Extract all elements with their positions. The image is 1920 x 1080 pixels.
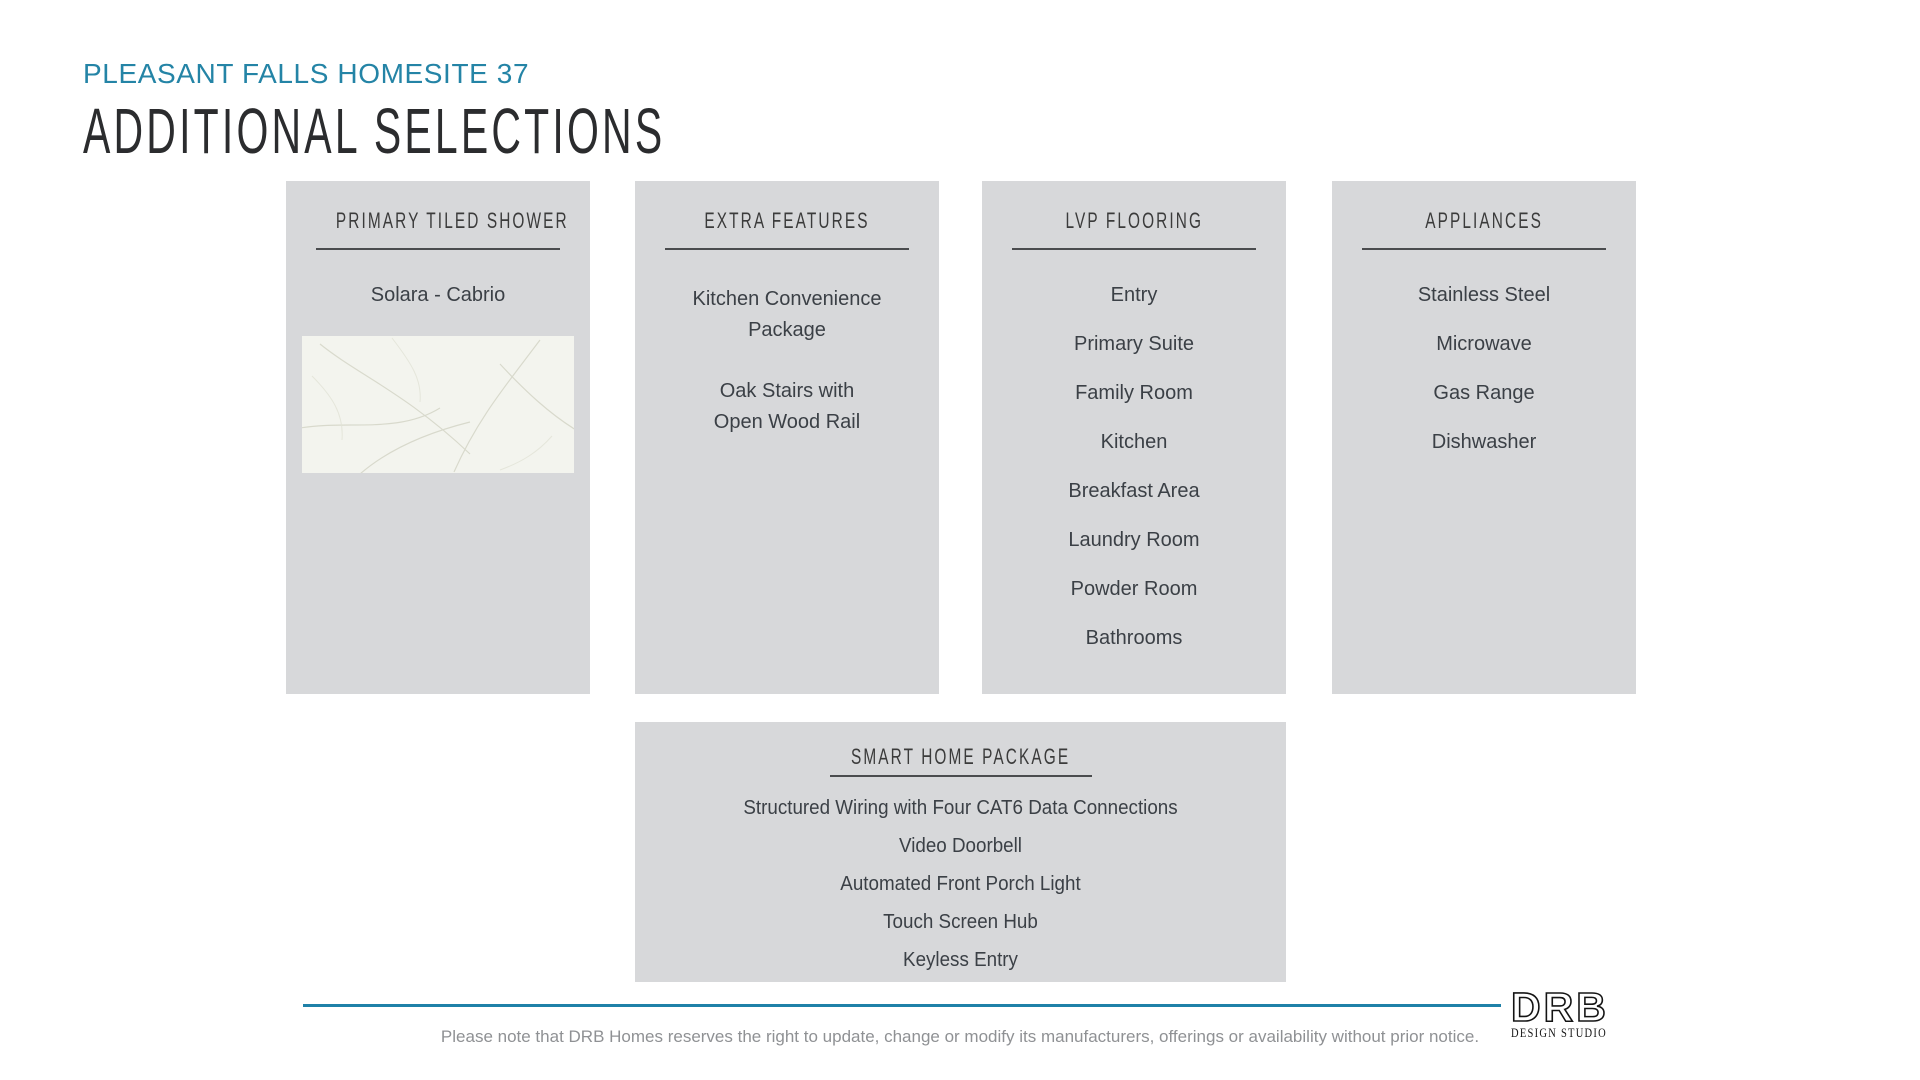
selection-item: Touch Screen Hub [883, 911, 1038, 933]
footer-divider-line [303, 1004, 1501, 1007]
drb-design-studio-logo [1511, 988, 1621, 1042]
card-title: EXTRA FEATURES [704, 208, 870, 233]
selection-item: Powder Room [1070, 578, 1198, 600]
card-title: LVP FLOORING [1065, 208, 1203, 233]
selection-item: Laundry Room [1068, 529, 1200, 551]
card-content [286, 250, 590, 473]
selection-item: Family Room [1075, 382, 1193, 404]
page-title [83, 92, 993, 170]
material-swatch-image [302, 336, 574, 473]
card-appliances [1332, 181, 1636, 694]
selection-item-line: Kitchen Convenience [692, 288, 882, 310]
selection-item: Primary Suite [1073, 333, 1195, 355]
card-extra-features [635, 181, 939, 694]
selection-item: Microwave [1436, 333, 1532, 355]
page-title-text: ADDITIONAL SELECTIONS [83, 95, 666, 167]
selection-item: Video Doorbell [899, 835, 1022, 857]
selection-item: Kitchen [1100, 431, 1168, 453]
card-header [982, 181, 1286, 234]
card-lvp-flooring [982, 181, 1286, 694]
selection-item: Bathrooms [1085, 627, 1183, 649]
selection-item: Keyless Entry [903, 949, 1018, 971]
card-title: SMART HOME PACKAGE [850, 744, 1071, 769]
selection-item: Automated Front Porch Light [840, 873, 1081, 895]
drb-logo-mark [1511, 988, 1611, 1024]
selection-item-line: Package [748, 319, 826, 341]
selection-item: Dishwasher [1431, 431, 1537, 453]
selection-item: Entry [1110, 284, 1158, 306]
card-header [635, 181, 939, 234]
footer-disclaimer: Please note that DRB Homes reserves the right to update, change or modify its manufacturers, offerings or availability without prior notice. [440, 1027, 1480, 1046]
selection-item-line: Open Wood Rail [713, 411, 861, 433]
card-primary-tiled-shower [286, 181, 590, 694]
selection-item: Solara - Cabrio [370, 284, 506, 306]
selection-item: Gas Range [1433, 382, 1535, 404]
selection-item [635, 376, 939, 438]
card-content [635, 777, 1286, 971]
drb-logo-subtext: DESIGN STUDIO [1511, 1026, 1608, 1040]
card-header [286, 181, 590, 234]
project-title: PLEASANT FALLS HOMESITE 37 [83, 58, 530, 89]
card-smart-home-package [635, 722, 1286, 982]
card-content [635, 250, 939, 438]
card-content [1332, 250, 1636, 453]
selection-item [635, 284, 939, 346]
selection-item: Stainless Steel [1417, 284, 1551, 306]
card-content [982, 250, 1286, 649]
card-header [635, 722, 1286, 770]
card-title: APPLIANCES [1425, 208, 1543, 233]
card-header [1332, 181, 1636, 234]
selection-item-line: Oak Stairs with [719, 380, 855, 402]
drb-logo-letters: DRB [1511, 988, 1609, 1024]
selection-item: Breakfast Area [1068, 480, 1200, 502]
selection-item: Structured Wiring with Four CAT6 Data Connections [743, 797, 1178, 819]
card-title: PRIMARY TILED SHOWER [335, 208, 569, 233]
